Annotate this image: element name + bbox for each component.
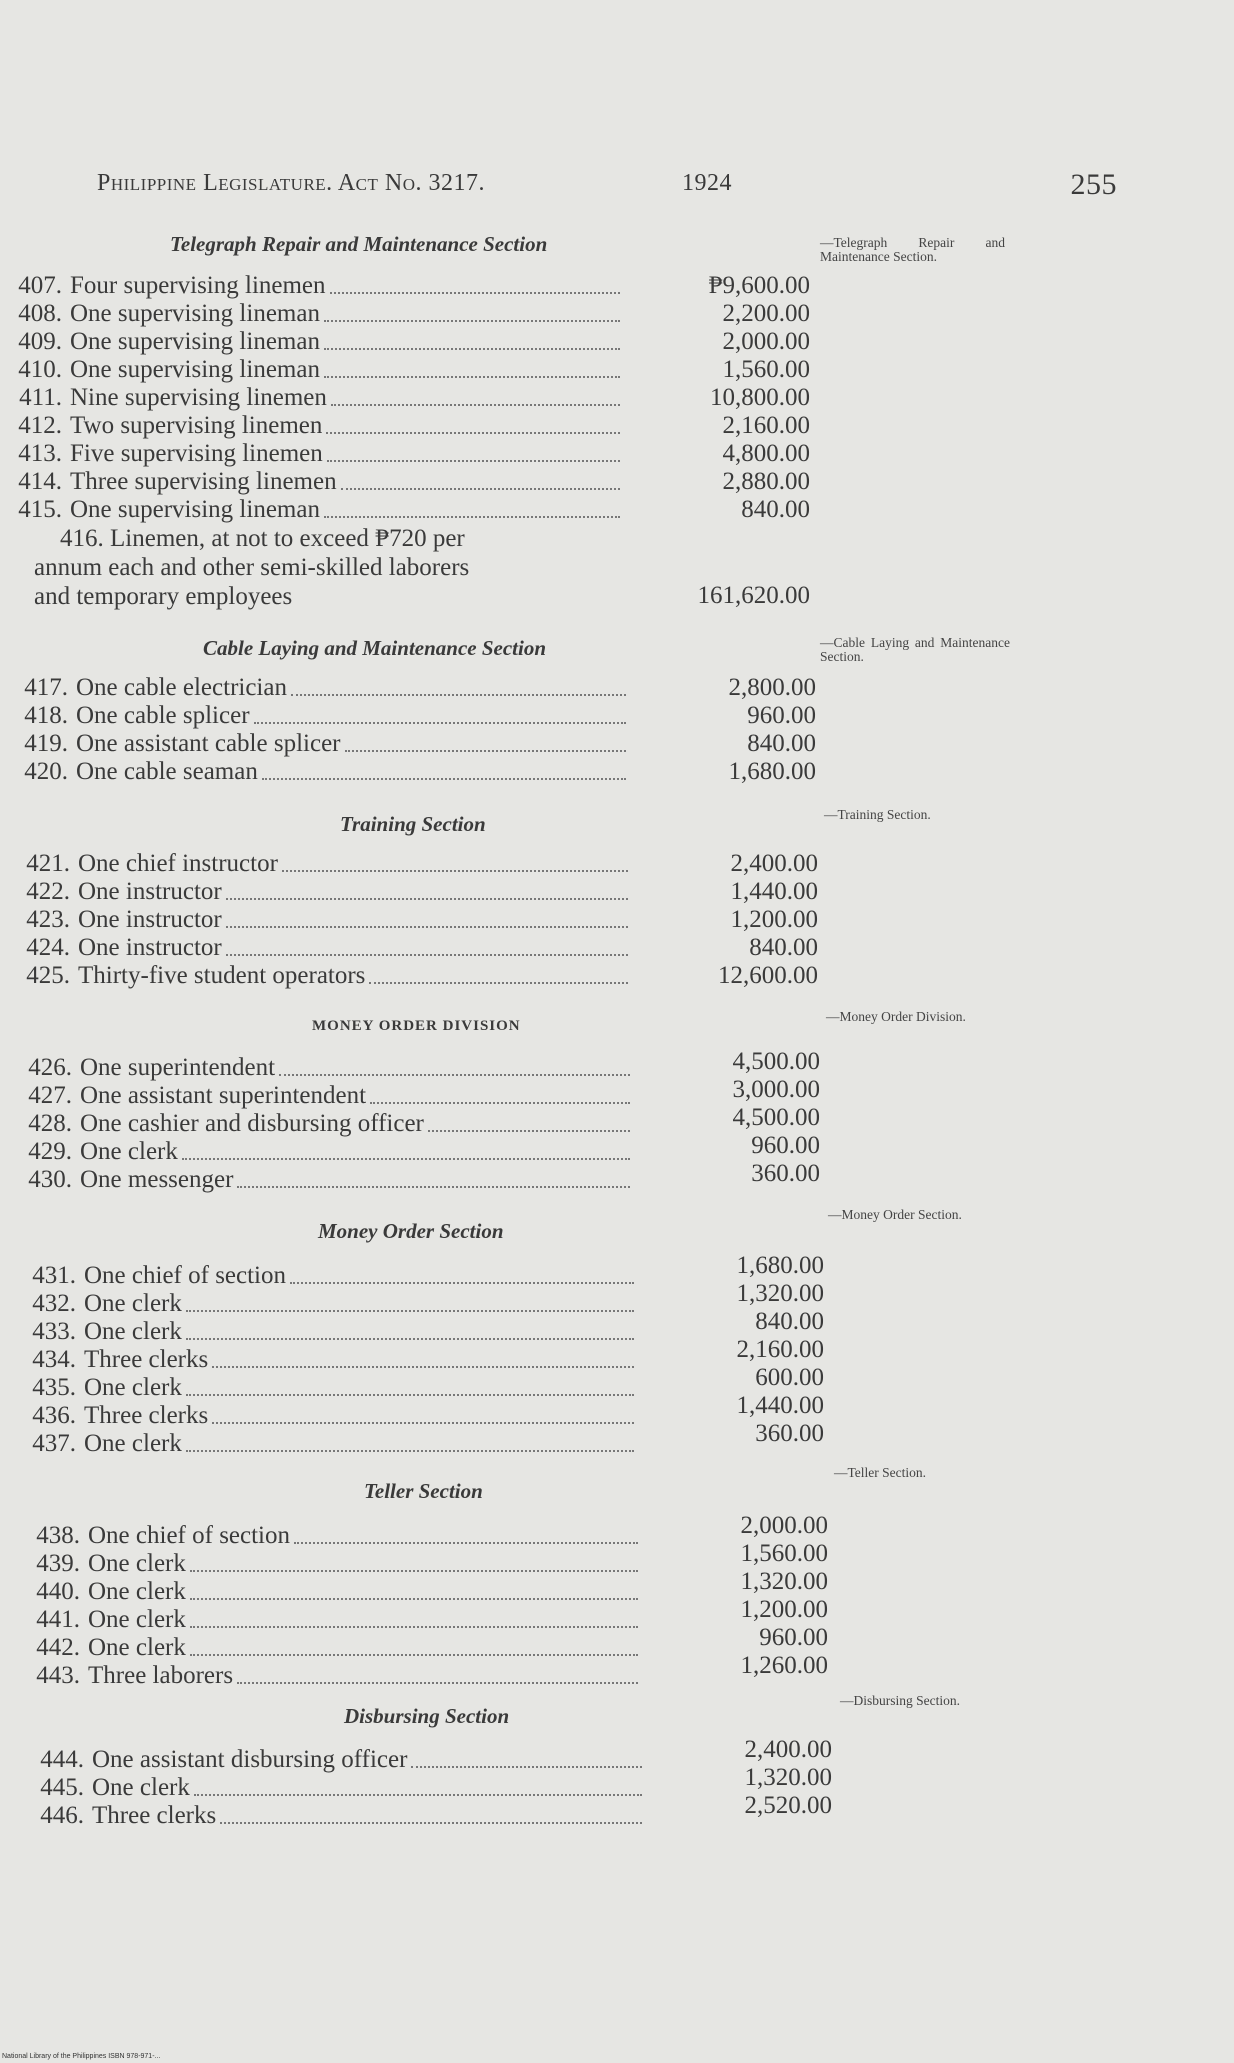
list-item: [0, 356, 320, 384]
dot-leader: [237, 1682, 638, 1684]
dot-leader: [294, 1542, 638, 1544]
item-text: Nine supervising linemen: [70, 384, 327, 411]
item-amount: 4,500.00: [732, 1104, 820, 1131]
dot-leader: [182, 1158, 630, 1160]
item-amount: 10,800.00: [710, 384, 810, 411]
item-text: One cable splicer: [76, 702, 250, 729]
item-amount: 2,000.00: [740, 1512, 828, 1539]
item-number: 421.: [26, 850, 70, 877]
dot-leader: [220, 1822, 642, 1824]
item-amount: 161,620.00: [697, 582, 810, 609]
item-number: 425.: [26, 962, 70, 989]
list-item: [18, 1522, 290, 1550]
item-number: 433.: [32, 1318, 76, 1345]
item-number: 442.: [36, 1634, 80, 1661]
item-number: 407.: [18, 272, 62, 299]
item-text: One chief of section: [88, 1522, 291, 1549]
item-number: 439.: [36, 1550, 80, 1577]
page-header: [97, 170, 1117, 210]
item-number: 419.: [24, 730, 68, 757]
item-amount: 12,600.00: [718, 962, 818, 989]
item-amount: 2,000.00: [722, 328, 810, 355]
item-text: One clerk: [88, 1606, 186, 1633]
item-number: 435.: [32, 1374, 76, 1401]
dot-leader: [324, 320, 620, 322]
item-text: One cashier and disbursing officer: [80, 1110, 424, 1137]
list-item: [22, 1802, 216, 1830]
dot-leader: [190, 1570, 638, 1572]
item-amount: 1,440.00: [736, 1392, 824, 1419]
list-item: [14, 1262, 286, 1290]
item-text: One instructor: [78, 906, 222, 933]
dot-leader: [194, 1794, 642, 1796]
item-number: 441.: [36, 1606, 80, 1633]
dot-leader: [190, 1654, 638, 1656]
dot-leader: [370, 1102, 630, 1104]
item-number: 415.: [18, 496, 62, 523]
item-text: One clerk: [92, 1774, 190, 1801]
list-item: [18, 1578, 186, 1606]
list-item: [0, 328, 320, 356]
list-item-line: annum each and other semi-skilled laborers: [34, 554, 470, 581]
dot-leader: [226, 898, 628, 900]
item-text: One clerk: [84, 1374, 182, 1401]
item-number: 418.: [24, 702, 68, 729]
item-number: 437.: [32, 1430, 76, 1457]
item-amount: 1,320.00: [740, 1568, 828, 1595]
item-number: 410.: [18, 356, 62, 383]
item-text: Thirty-five student operators: [78, 962, 366, 989]
dot-leader: [327, 460, 620, 462]
list-item: [14, 1290, 182, 1318]
list-item-line: and temporary employees: [34, 583, 293, 610]
dot-leader: [212, 1422, 634, 1424]
item-amount: 2,880.00: [722, 468, 810, 495]
running-year: 1924: [682, 170, 732, 196]
item-amount: 1,560.00: [740, 1540, 828, 1567]
item-amount: 1,260.00: [740, 1652, 828, 1679]
list-item: [10, 1138, 178, 1166]
dot-leader: [331, 404, 620, 406]
item-text: One chief of section: [84, 1262, 287, 1289]
item-number: 446.: [40, 1802, 84, 1829]
list-item: [10, 1110, 424, 1138]
item-amount: 840.00: [741, 496, 810, 523]
item-amount: 1,320.00: [736, 1280, 824, 1307]
dot-leader: [190, 1598, 638, 1600]
list-item: [6, 758, 258, 786]
list-item: [8, 962, 365, 990]
item-number: 443.: [36, 1662, 80, 1689]
scan-footer: National Library of the Philippines ISBN 978-971-...: [2, 2053, 161, 2060]
list-item: [22, 1774, 190, 1802]
section-title: Disbursing Section: [344, 1704, 510, 1728]
side-note: —Training Section.: [824, 807, 931, 822]
dot-leader: [411, 1766, 642, 1768]
list-item: [8, 906, 222, 934]
dot-leader: [324, 516, 620, 518]
item-number: 426.: [28, 1054, 72, 1081]
list-item: [6, 730, 341, 758]
item-amount: 1,680.00: [736, 1252, 824, 1279]
item-amount: 840.00: [755, 1308, 824, 1335]
section-title: Money Order Section: [318, 1219, 504, 1243]
list-item: [22, 1746, 407, 1774]
item-amount: 3,000.00: [732, 1076, 820, 1103]
dot-leader: [428, 1130, 630, 1132]
list-item: [14, 1318, 182, 1346]
item-amount: 1,320.00: [744, 1764, 832, 1791]
list-item-line: 416. Linemen, at not to exceed ₱720 per: [60, 525, 465, 552]
section-title: Training Section: [340, 812, 486, 836]
item-text: One assistant cable splicer: [76, 730, 341, 757]
item-number: 420.: [24, 758, 68, 785]
item-text: One messenger: [80, 1166, 234, 1193]
item-number: 423.: [26, 906, 70, 933]
item-text: Three supervising linemen: [70, 468, 337, 495]
list-item: [14, 1346, 208, 1374]
dot-leader: [226, 926, 628, 928]
item-number: 445.: [40, 1774, 84, 1801]
dot-leader: [190, 1626, 638, 1628]
dot-leader: [186, 1338, 634, 1340]
item-amount: ₱9,600.00: [708, 272, 810, 299]
list-item: [14, 1402, 208, 1430]
section-title: Telegraph Repair and Maintenance Section: [170, 232, 548, 256]
item-text: One clerk: [84, 1290, 182, 1317]
item-text: Four supervising linemen: [70, 272, 326, 299]
item-amount: 2,800.00: [728, 674, 816, 701]
item-text: Three clerks: [92, 1802, 217, 1829]
list-item: [0, 272, 326, 300]
item-text: One assistant superintendent: [80, 1082, 367, 1109]
section-title: Teller Section: [364, 1479, 483, 1503]
dot-leader: [254, 722, 626, 724]
section-title: Cable Laying and Maintenance Section: [203, 636, 547, 660]
dot-leader: [186, 1450, 634, 1452]
dot-leader: [330, 292, 620, 294]
list-item: [10, 1166, 233, 1194]
item-amount: 2,400.00: [744, 1736, 832, 1763]
item-number: 430.: [28, 1166, 72, 1193]
side-note: —Disbursing Section.: [840, 1693, 960, 1708]
side-note: —Telegraph Repair and Maintenance Section.: [820, 235, 1005, 264]
dot-leader: [279, 1074, 630, 1076]
dot-leader: [212, 1366, 634, 1368]
item-amount: 1,560.00: [722, 356, 810, 383]
item-text: One superintendent: [80, 1054, 276, 1081]
item-text: One instructor: [78, 878, 222, 905]
running-title: Philippine Legislature. Act No. 3217.: [97, 170, 486, 196]
item-number: 432.: [32, 1290, 76, 1317]
item-number: 427.: [28, 1082, 72, 1109]
item-text: One cable electrician: [76, 674, 287, 701]
item-number: 413.: [18, 440, 62, 467]
item-amount: 960.00: [759, 1624, 828, 1651]
item-amount: 360.00: [755, 1420, 824, 1447]
side-note: —Teller Section.: [834, 1465, 927, 1480]
list-item: [18, 1550, 186, 1578]
item-number: 431.: [32, 1262, 76, 1289]
item-amount: 840.00: [747, 730, 816, 757]
item-number: 440.: [36, 1578, 80, 1605]
item-number: 422.: [26, 878, 70, 905]
list-item: [0, 496, 320, 524]
item-text: One supervising lineman: [70, 496, 320, 523]
dot-leader: [326, 432, 620, 434]
dot-leader: [324, 376, 620, 378]
item-number: 417.: [24, 674, 68, 701]
item-number: 438.: [36, 1522, 80, 1549]
item-number: 424.: [26, 934, 70, 961]
item-amount: 2,400.00: [730, 850, 818, 877]
item-text: One chief instructor: [78, 850, 278, 877]
item-amount: 2,160.00: [736, 1336, 824, 1363]
item-amount: 2,200.00: [722, 300, 810, 327]
list-item: [0, 412, 322, 440]
dot-leader: [324, 348, 620, 350]
list-item: [6, 674, 287, 702]
list-item: [0, 440, 323, 468]
item-number: 428.: [28, 1110, 72, 1137]
dot-leader: [237, 1186, 630, 1188]
item-text: One clerk: [88, 1634, 186, 1661]
list-item: [8, 850, 278, 878]
item-text: One assistant disbursing officer: [92, 1746, 408, 1773]
section-title: MONEY ORDER DIVISION: [312, 1018, 521, 1034]
item-text: One instructor: [78, 934, 222, 961]
dot-leader: [186, 1394, 634, 1396]
item-amount: 960.00: [751, 1132, 820, 1159]
item-text: One supervising lineman: [70, 300, 320, 327]
dot-leader: [345, 750, 626, 752]
item-amount: 840.00: [749, 934, 818, 961]
list-item: [10, 1082, 366, 1110]
item-number: 444.: [40, 1746, 84, 1773]
page-number: 255: [1070, 168, 1117, 201]
list-item: [0, 468, 337, 496]
item-amount: 1,200.00: [730, 906, 818, 933]
item-amount: 600.00: [755, 1364, 824, 1391]
dot-leader: [282, 870, 628, 872]
item-number: 412.: [18, 412, 62, 439]
item-text: One cable seaman: [76, 758, 258, 785]
dot-leader: [341, 488, 620, 490]
item-text: One supervising lineman: [70, 356, 320, 383]
dot-leader: [369, 982, 628, 984]
item-amount: 2,520.00: [744, 1792, 832, 1819]
item-number: 434.: [32, 1346, 76, 1373]
list-item: [6, 702, 250, 730]
list-item: [8, 878, 222, 906]
item-number: 411.: [19, 384, 62, 411]
item-amount: 1,680.00: [728, 758, 816, 785]
item-amount: 2,160.00: [722, 412, 810, 439]
item-number: 436.: [32, 1402, 76, 1429]
item-text: One clerk: [84, 1318, 182, 1345]
item-text: One clerk: [80, 1138, 178, 1165]
item-amount: 960.00: [747, 702, 816, 729]
item-amount: 4,500.00: [732, 1048, 820, 1075]
item-number: 429.: [28, 1138, 72, 1165]
list-item: [14, 1430, 182, 1458]
item-text: One clerk: [88, 1578, 186, 1605]
dot-leader: [226, 954, 628, 956]
list-item: [18, 1634, 186, 1662]
item-amount: 1,200.00: [740, 1596, 828, 1623]
dot-leader: [262, 778, 626, 780]
item-text: One clerk: [84, 1430, 182, 1457]
side-note: —Money Order Division.: [826, 1009, 966, 1024]
dot-leader: [291, 694, 626, 696]
side-note: —Cable Laying and Maintenance Section.: [820, 635, 1010, 664]
list-item: [0, 300, 320, 328]
item-text: Three laborers: [88, 1662, 234, 1689]
item-amount: 4,800.00: [722, 440, 810, 467]
item-number: 414.: [18, 468, 62, 495]
dot-leader: [290, 1282, 634, 1284]
item-number: 409.: [18, 328, 62, 355]
item-amount: 360.00: [751, 1160, 820, 1187]
item-text: Five supervising linemen: [70, 440, 323, 467]
item-text: Three clerks: [84, 1346, 209, 1373]
item-number: 408.: [18, 300, 62, 327]
item-text: Two supervising linemen: [70, 412, 323, 439]
list-item: [0, 384, 327, 412]
item-text: One supervising lineman: [70, 328, 320, 355]
list-item: [18, 1662, 233, 1690]
item-text: Three clerks: [84, 1402, 209, 1429]
side-note: —Money Order Section.: [828, 1207, 962, 1222]
list-item: [8, 934, 222, 962]
item-amount: 1,440.00: [730, 878, 818, 905]
list-item: [10, 1054, 275, 1082]
dot-leader: [186, 1310, 634, 1312]
list-item: [18, 1606, 186, 1634]
item-text: One clerk: [88, 1550, 186, 1577]
list-item: [14, 1374, 182, 1402]
